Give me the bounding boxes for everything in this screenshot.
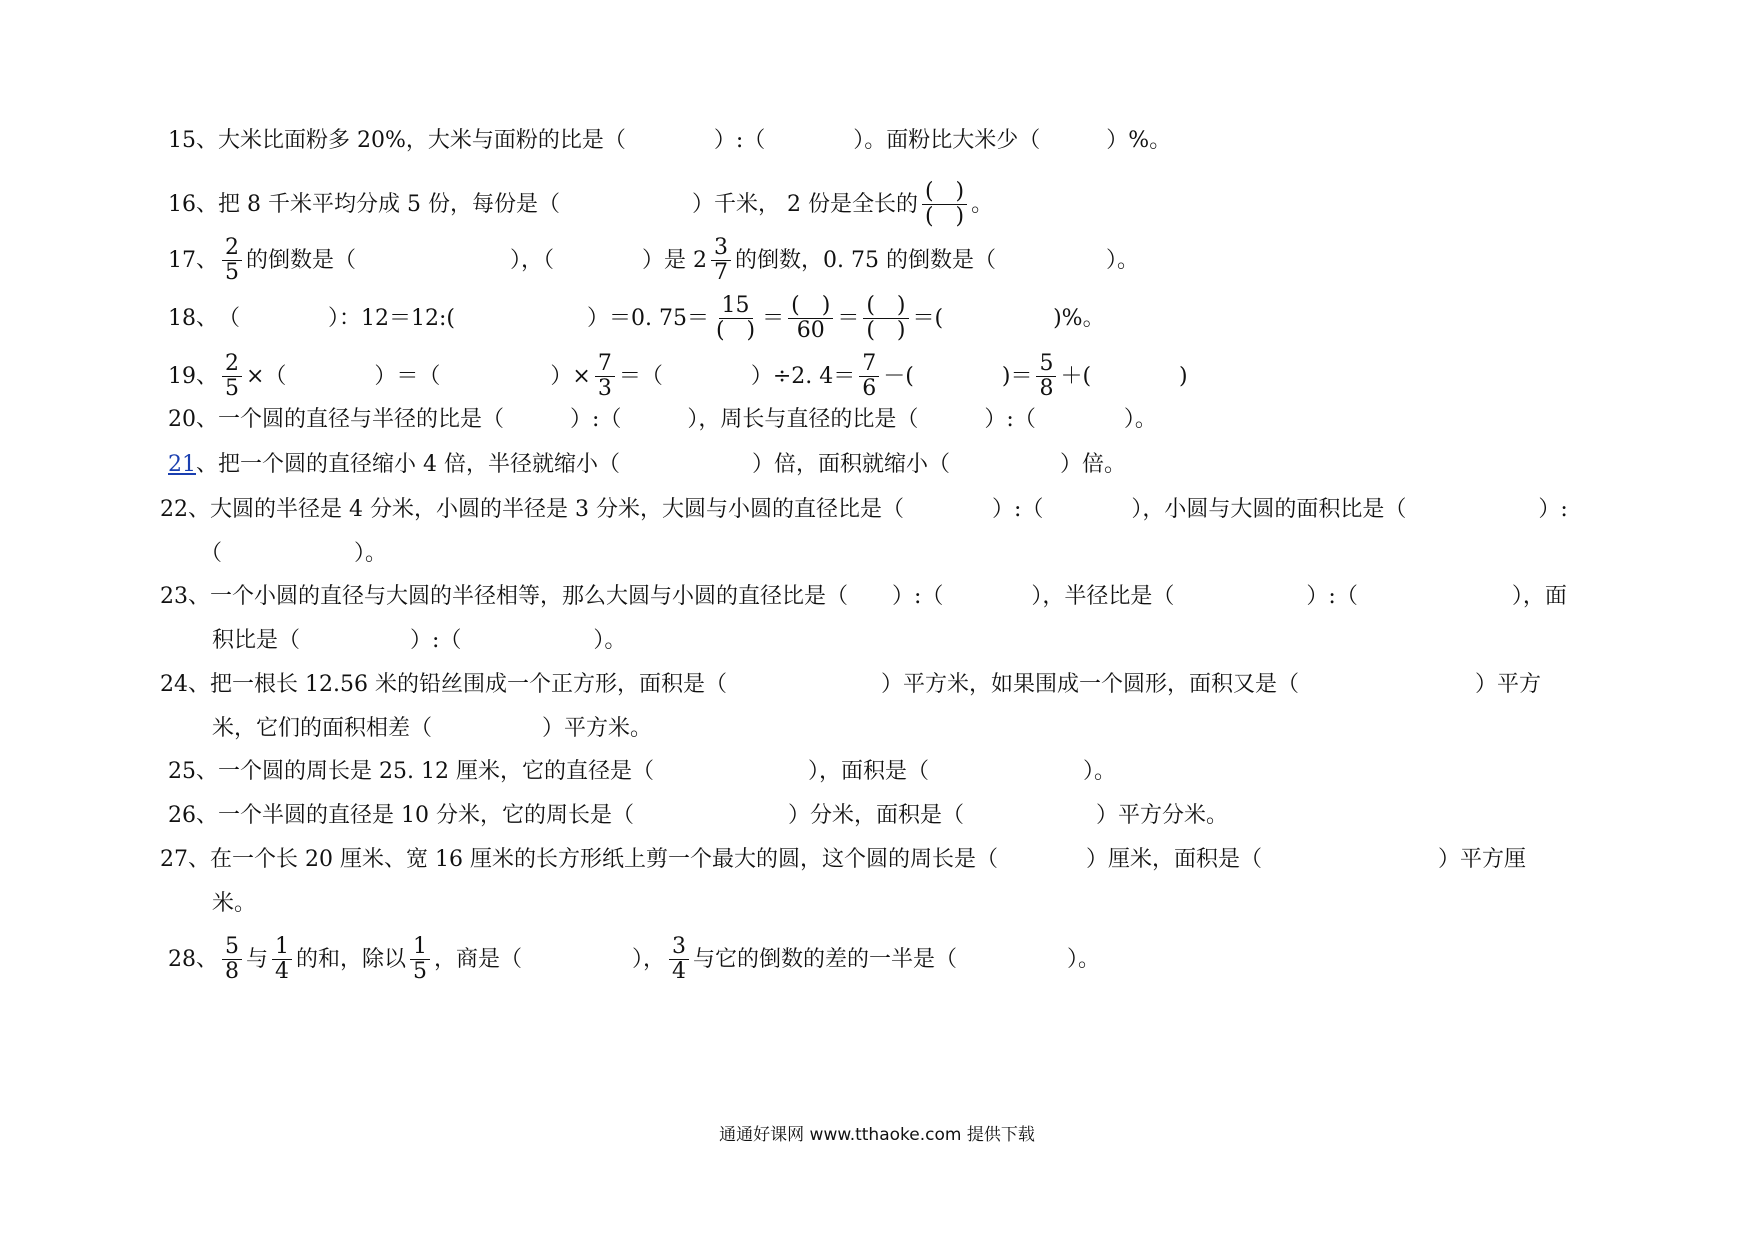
- fraction: [859, 352, 879, 401]
- question-16: [168, 180, 993, 229]
- denominator: 5: [225, 376, 239, 401]
- numerator: 2: [222, 352, 242, 377]
- question-line: [160, 539, 1646, 569]
- question-text: ，商是（ ），: [434, 946, 666, 972]
- question-19: [168, 352, 1188, 401]
- numerator: 5: [222, 935, 242, 960]
- question-text: 把一个圆的直径缩小 4 倍，半径就缩小（ ）倍，面积就缩小（ ）倍。: [218, 452, 1127, 477]
- fraction: [222, 935, 242, 984]
- question-text: 把一根长 12.56 米的铅丝围成一个正方形，面积是（ ）平方米，如果围成一个圆形，面积又是（ ）平方: [210, 672, 1541, 697]
- fraction: [1036, 352, 1056, 401]
- question-number: 15、: [168, 128, 218, 153]
- question-15: [168, 126, 1171, 156]
- question-17: [168, 236, 1139, 285]
- denominator: 8: [225, 959, 239, 984]
- question-text: 大米比面粉多 20%，大米与面粉的比是（ ）:（ ）。面粉比大米少（ ）%。: [218, 128, 1172, 153]
- question-line: [160, 626, 1646, 656]
- question-text: 米，它们的面积相差（ ）平方米。: [212, 716, 653, 741]
- fraction: [222, 236, 242, 285]
- fraction: [222, 352, 242, 401]
- fraction: [272, 935, 292, 984]
- question-text: 大圆的半径是 4 分米，小圆的半径是 3 分米，大圆与小圆的直径比是（ ）:（ ），小圆与大圆的面积比是（ ）:: [210, 497, 1568, 522]
- question-number: 22、: [160, 497, 210, 522]
- question-text: 米。: [212, 891, 257, 916]
- question-text: ＝（ ）÷2. 4＝: [618, 363, 856, 389]
- question-line: [160, 670, 1646, 700]
- question-number: 17、: [168, 247, 218, 273]
- question-text: 与它的倒数的差的一半是（ ）。: [693, 946, 1101, 972]
- denominator: ( ): [924, 204, 965, 229]
- numerator: 3: [711, 236, 731, 261]
- page-footer: 通通好课网 www.tthaoke.com 提供下载: [719, 1125, 1035, 1145]
- question-line: [160, 714, 1646, 744]
- question-text: ＝( )%。: [912, 305, 1105, 331]
- question-number: 28、: [168, 946, 218, 972]
- question-text: 一个圆的直径与半径的比是（ ）:（ ），周长与直径的比是（ ）:（ ）。: [218, 407, 1157, 432]
- numerator: 5: [1036, 352, 1056, 377]
- question-text: 把 8 千米平均分成 5 份，每份是（ ）千米， 2 份是全长的: [218, 191, 918, 217]
- fraction: [669, 935, 689, 984]
- fraction-blank: [922, 180, 967, 229]
- question-text: 的和，除以: [296, 946, 407, 972]
- question-18: [168, 294, 1105, 343]
- denominator: 5: [413, 959, 428, 984]
- numerator: 2: [222, 236, 242, 261]
- question-line: [160, 582, 1646, 612]
- question-line: [160, 495, 1646, 525]
- numerator: 1: [410, 935, 430, 960]
- fraction: [711, 236, 731, 285]
- denominator: ( ): [866, 318, 906, 343]
- question-number: 24、: [160, 672, 210, 697]
- question-21: [168, 450, 1126, 480]
- numerator: 1: [272, 935, 292, 960]
- question-text: ×（ ）＝（ ）×: [246, 363, 591, 389]
- question-number: 16、: [168, 191, 218, 217]
- question-line: [160, 889, 1646, 919]
- question-number-link[interactable]: 21: [168, 452, 196, 477]
- denominator: 60: [796, 318, 825, 343]
- question-26: [168, 801, 1228, 831]
- numerator: ( ): [788, 294, 833, 319]
- numerator: 7: [859, 352, 879, 377]
- denominator: 4: [275, 959, 290, 984]
- question-23: [160, 582, 1646, 656]
- question-number: 20、: [168, 407, 218, 432]
- question-text: （ ）。: [200, 541, 388, 566]
- question-line: [160, 845, 1646, 875]
- question-text: 一个圆的周长是 25. 12 厘米，它的直径是（ ），面积是（ ）。: [218, 759, 1116, 784]
- question-20: [168, 405, 1157, 435]
- question-end: 。: [971, 191, 994, 217]
- fraction: [713, 294, 758, 343]
- denominator: 4: [672, 959, 687, 984]
- equals-sign: ＝: [762, 305, 785, 331]
- question-text: 在一个长 20 厘米、宽 16 厘米的长方形纸上剪一个最大的圆，这个圆的周长是（ ）厘米，面积是（ ）平方厘: [210, 847, 1526, 872]
- denominator: 6: [862, 376, 877, 401]
- question-text: 积比是（ ）:（ ）。: [212, 628, 627, 653]
- question-text: ＋( ): [1060, 363, 1188, 389]
- question-text: 的倒数是（ ），（ ）是 2: [246, 247, 707, 273]
- question-separator: 、: [196, 452, 219, 477]
- question-number: 26、: [168, 803, 218, 828]
- numerator: 7: [595, 352, 615, 377]
- equals-sign: ＝: [837, 305, 860, 331]
- question-25: [168, 757, 1116, 787]
- question-28: [168, 935, 1100, 984]
- numerator: 15: [719, 294, 753, 319]
- question-text: （ ）：12＝12:( ）＝0. 75＝: [218, 305, 709, 331]
- numerator: ( ): [863, 294, 908, 319]
- question-27: [160, 845, 1646, 919]
- question-text: 与: [246, 946, 269, 972]
- denominator: 3: [597, 376, 612, 401]
- question-number: 23、: [160, 584, 210, 609]
- question-number: 19、: [168, 363, 218, 389]
- question-text: －( )＝: [883, 363, 1033, 389]
- question-22: [160, 495, 1646, 569]
- fraction: [863, 294, 908, 343]
- question-text: 一个半圆的直径是 10 分米，它的周长是（ ）分米，面积是（ ）平方分米。: [218, 803, 1228, 828]
- question-text: 的倒数，0. 75 的倒数是（ ）。: [735, 247, 1139, 273]
- fraction: [595, 352, 615, 401]
- question-text: 一个小圆的直径与大圆的半径相等，那么大圆与小圆的直径比是（ ）:（ ），半径比是（ ）:（ ），面: [210, 584, 1567, 609]
- question-number: 18、: [168, 305, 218, 331]
- question-24: [160, 670, 1646, 744]
- denominator: ( ): [715, 318, 756, 343]
- numerator: ( ): [922, 180, 967, 205]
- question-number: 25、: [168, 759, 218, 784]
- fraction: [410, 935, 430, 984]
- question-number: 27、: [160, 847, 210, 872]
- denominator: 8: [1039, 376, 1054, 401]
- fraction: [788, 294, 833, 343]
- denominator: 7: [714, 260, 728, 285]
- denominator: 5: [225, 260, 239, 285]
- numerator: 3: [669, 935, 689, 960]
